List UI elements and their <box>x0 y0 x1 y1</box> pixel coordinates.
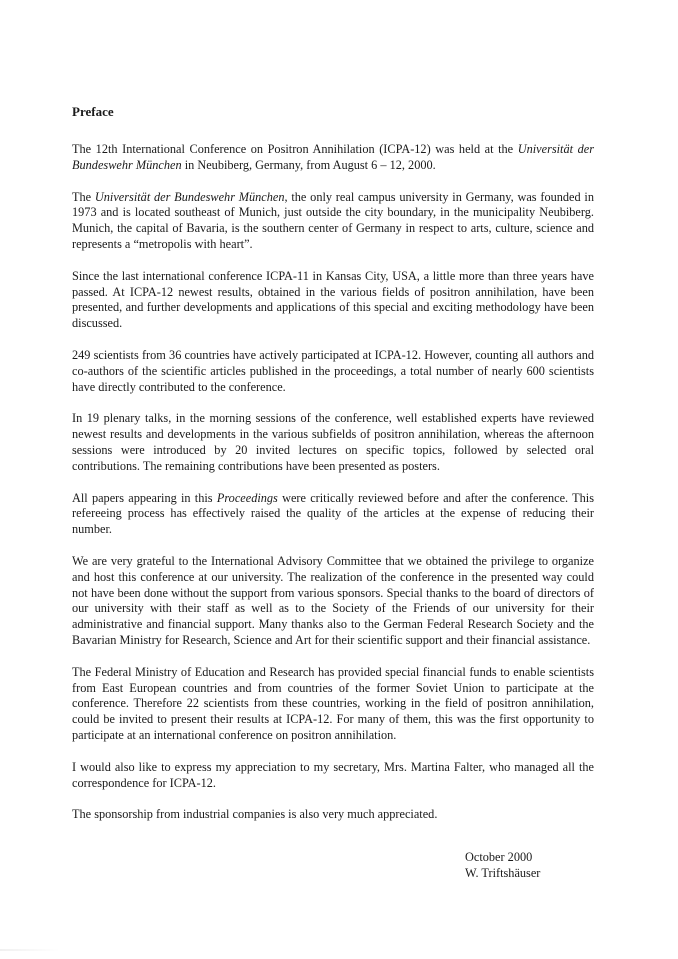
text-span: The <box>72 189 95 204</box>
university-name: Universität der Bundeswehr München <box>72 142 594 172</box>
paragraph-sessions: In 19 plenary talks, in the morning sessions of the conference, well established experts have reviewed newest results and developments in the various subfields of positron annihilation, whereas the afternoon sessions were introduced by 20 invited lectures on specific topics, followed by selected oral contributions. The remaining contributions have been presented as posters. <box>72 411 594 473</box>
paragraph-sponsorship: The sponsorship from industrial companies is also very much appreciated. <box>72 807 438 822</box>
signature-author: W. Triftshäuser <box>465 865 541 880</box>
text-span: in Neubiberg, Germany, from August 6 – 12, 2000. <box>181 157 436 172</box>
text-span: The 12th International Conference on Positron Annihilation (ICPA-12) was held at the <box>72 142 518 156</box>
paragraph-funding: The Federal Ministry of Education and Research has provided special financial funds to enable scientists from East European countries and from countries of the former Soviet Union to participate at the conference. Therefore 22 scientists from these countries, working in the field of positron annihilation, could be invited to present their results at ICPA-12. For many of them, this was the first opportunity to participate at an international conference on positron annihilation. <box>72 664 594 742</box>
paragraph-previous-conference: Since the last international conference ICPA-11 in Kansas City, USA, a little more than three years have passed. At ICPA-12 newest results, obtained in the various fields of positron annihilation, have been presented, and further developments and applications of this special and exciting methodology have been discussed. <box>72 268 594 331</box>
paragraph-participants: 249 scientists from 36 countries have actively participated at ICPA-12. However, counting all authors and co-authors of the scientific articles published in the proceedings, a total number of nearly 600 scientists have directly contributed to the conference. <box>72 347 594 394</box>
signature-block <box>465 850 540 882</box>
university-name: Universität der Bundeswehr München <box>94 189 285 204</box>
paragraph-acknowledgements: We are very grateful to the International Advisory Committee that we obtained the privilege to organize and host this conference at our university. The realization of the conference in the presented way could not have been done without the support from various sponsors. Special thanks to the board of directors of our university with their staff as well as to the Society of the Friends of our university for their administrative and financial support. Many thanks also to the German Federal Research Society and the Bavarian Ministry for Research, Science and Art for their scientific support and their financial assistance. <box>72 553 594 647</box>
paragraph-review <box>72 491 594 538</box>
paragraph-secretary: I would also like to express my appreciation to my secretary, Mrs. Martina Falter, who managed all the correspondence for ICPA-12. <box>72 759 594 790</box>
text-span: All papers appearing in this <box>72 490 217 505</box>
text-span: were critically reviewed before and after the conference. This refereeing process has effectively raised the quality of the articles at the expense of reducing their number. <box>72 490 594 537</box>
signature-date: October 2000 <box>465 850 533 864</box>
scan-artifact <box>0 949 60 951</box>
paragraph-conference-intro <box>72 142 594 174</box>
page-title: Preface <box>72 104 114 119</box>
proceedings-title: Proceedings <box>216 490 278 505</box>
text-span: , the only real campus university in Germany, was founded in 1973 and is located southeast of Munich, just outside the city boundary, in the municipality Neubiberg. Munich, the capital of Bavaria, is the southern center of Germany in respect to arts, culture, science and represents a “metropolis with heart”. <box>72 189 594 251</box>
paragraph-university <box>72 190 594 253</box>
